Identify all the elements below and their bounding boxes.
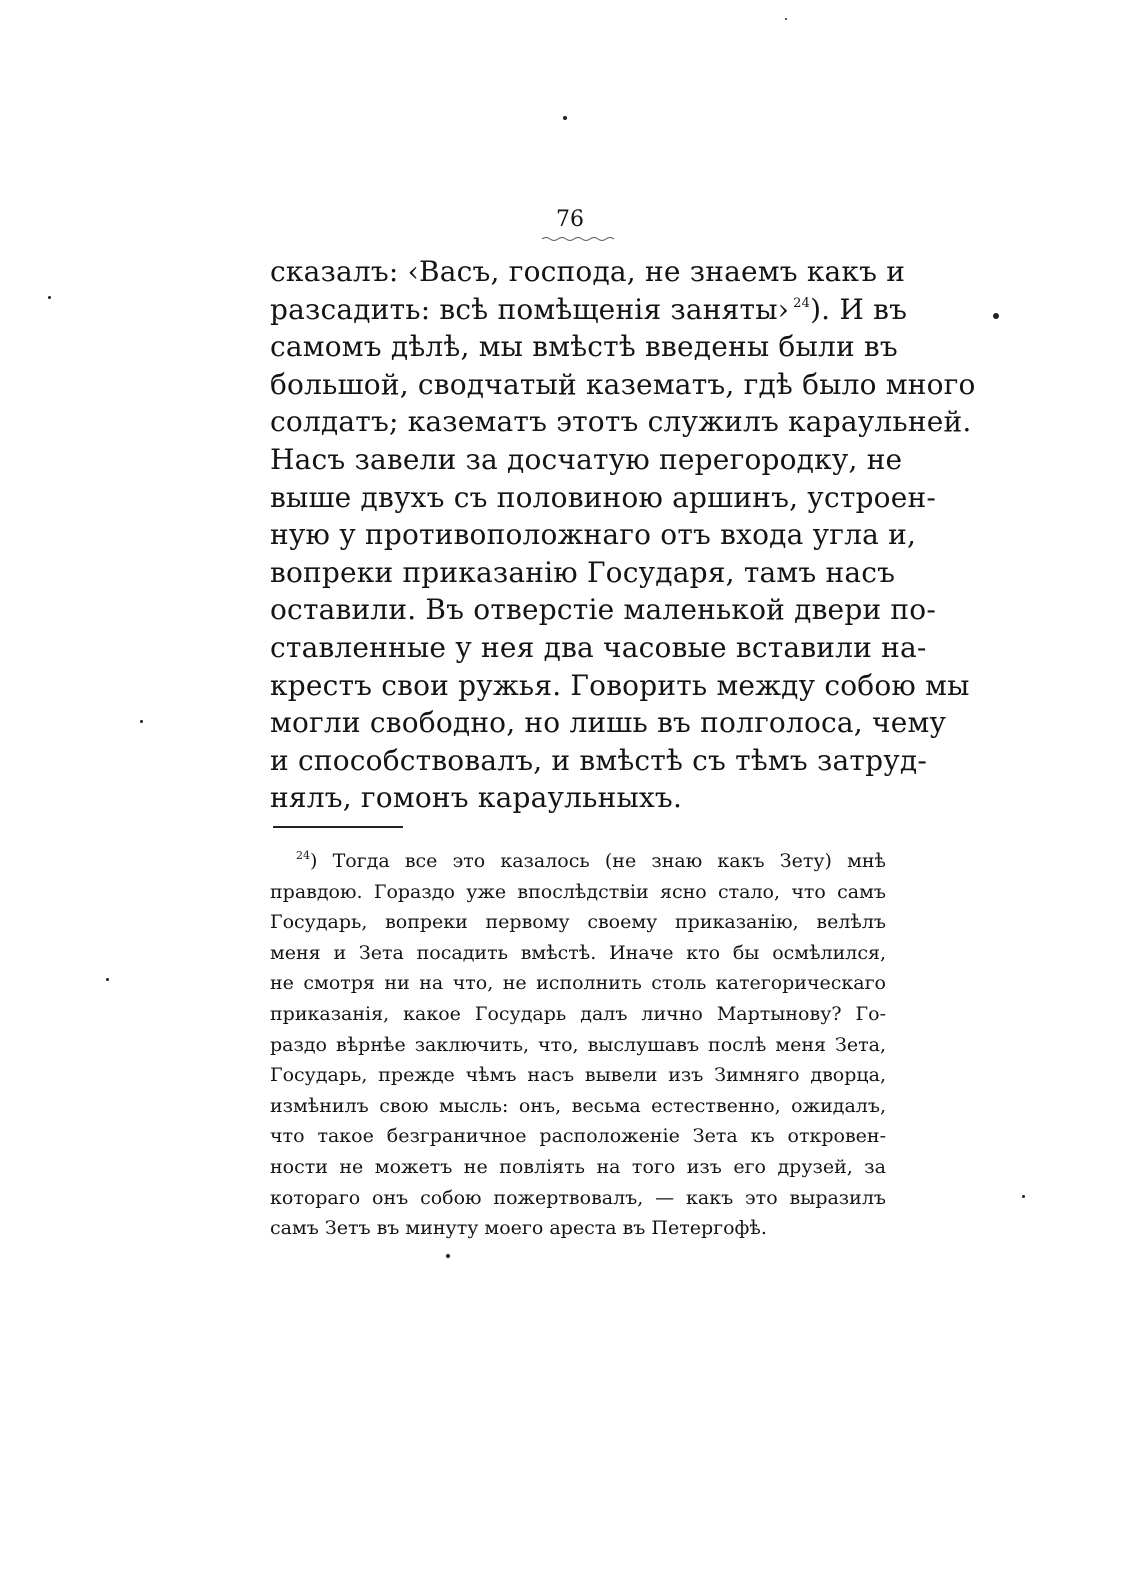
footnote-line: ности не можетъ не повліять на того изъ его друзей, за (270, 1155, 886, 1178)
footnote-line: что такое безграничное расположеніе Зета къ откровен- (270, 1125, 886, 1148)
text-line: ставленные у нея два часовые вставили на- (270, 630, 927, 664)
scan-speck (106, 978, 109, 981)
footnote-line: Государь, прежде чѣмъ насъ вывели изъ Зимняго дворца, (270, 1064, 886, 1087)
text-line: оставили. Въ отверстіе маленькой двери по- (270, 593, 936, 627)
text-line: большой, сводчатый казематъ, гдѣ было много (270, 367, 976, 401)
page-number: 76 (556, 207, 584, 232)
scan-speck (563, 116, 567, 120)
footnote-line: приказанія, какое Государь далъ лично Мартынову? Го- (270, 1002, 886, 1025)
scan-speck (785, 18, 787, 20)
footnote-line: $^{24}$) Тогда все это казалось (не знаю какъ Зету) мнѣ (296, 849, 886, 872)
footnote-line: не смотря ни на что, не исполнить столь категорическаго (270, 972, 886, 995)
page-number-ornament (540, 236, 620, 242)
footnote-line: измѣнилъ свою мысль: онъ, весьма естественно, ожидалъ, (270, 1094, 886, 1117)
text-line: самомъ дѣлѣ, мы вмѣстѣ введены были въ (270, 330, 898, 364)
text-line: нялъ, гомонъ караульныхъ. (270, 781, 683, 815)
footnote-line: меня и Зета посадить вмѣстѣ. Иначе кто бы осмѣлился, (270, 941, 886, 964)
scan-speck (1022, 1195, 1025, 1198)
scan-speck (48, 296, 51, 299)
scan-speck (993, 313, 999, 319)
footnote-line: правдою. Гораздо уже впослѣдствіи ясно стало, что самъ (270, 880, 886, 903)
text-line: разсадить: всѣ помѣщенія заняты› $^{24}$). И въ (270, 292, 908, 326)
scan-speck (140, 720, 143, 723)
main-text (270, 253, 976, 817)
footnote-line: раздо вѣрнѣе заключить, что, выслушавъ послѣ меня Зета, (270, 1033, 886, 1056)
text-line: крестъ свои ружья. Говорить между собою мы (270, 668, 970, 702)
scan-speck (446, 1254, 450, 1258)
text-line: вопреки приказанію Государя, тамъ насъ (270, 555, 896, 589)
text-line: могли свободно, но лишь въ полголоса, чему (270, 706, 947, 740)
footnote-line: Государь, вопреки первому своему приказанію, велѣлъ (270, 911, 886, 934)
text-line: ную у противоположнаго отъ входа угла и, (270, 518, 917, 552)
footnote-separator (273, 826, 403, 828)
footnote-line: котораго онъ собою пожертвовалъ, — какъ это выразилъ (270, 1186, 886, 1209)
footnote (270, 846, 886, 1244)
text-line: сказалъ: ‹Васъ, господа, не знаемъ какъ и (270, 255, 906, 288)
text-line: солдатъ; казематъ этотъ служилъ караульней. (270, 405, 972, 439)
footnote-reference: 24 (793, 295, 811, 311)
footnote-line: самъ Зетъ въ минуту моего ареста въ Петергофѣ. (270, 1217, 767, 1240)
text-line: выше двухъ съ половиною аршинъ, устроен- (270, 480, 937, 514)
text-line: Насъ завели за досчатую перегородку, не (270, 442, 903, 476)
text-line: и способствовалъ, и вмѣстѣ съ тѣмъ затруд- (270, 743, 927, 777)
footnote-marker: 24 (296, 849, 310, 862)
